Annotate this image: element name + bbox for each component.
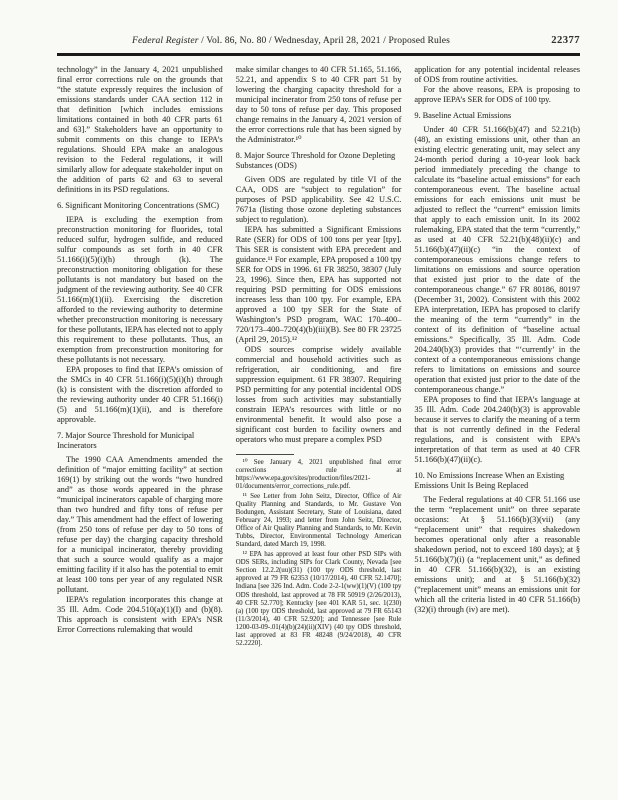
footnote: ¹² EPA has approved at least four other PSD SIPs with ODS SERs, including SIPs for Clark County, Nevada [see Section 12.2.2(uu)(31) (100 tpy ODS threshold, last approved at 79 FR 62353 (10/17/2014), 40 CFR 52.1470]; Indiana [see 326 Ind. Adm. Code 2-2-1(ww)(1)(V) (100 tpy ODS threshold, last approved at 78 FR 50919 (2/26/2013), 40 CFR 52.770]; Kentucky [see 401 KAR 51, sec. 1(230)(a) (100 tpy ODS threshold, last approved at 79 FR 65143 (11/3/2014), 40 CFR 52.920]; and Tennessee [see Rule 1200-03-09-.01(4)(b)(24)(ii)(XIV) (40 tpy ODS threshold, last approved at 83 FR 48248 (9/24/2018), 40 CFR 52.2220]. [235,551,402,648]
running-head [57,36,580,50]
section-heading: 8. Major Source Threshold for Ozone Depleting Substances (ODS) [235,151,396,170]
footnote: ¹¹ See Letter from John Seitz, Director, Office of Air Quality Planning and Standards, to Mr. Gustave Von Bodungen, Assistant Secretary, State of Louisiana, dated February 24, 1993; and letter from John Seitz, Director, Office of Air Quality Planning and Standards, to Mr. Kevin Tubbs, Director, Environmental Technology American Standard, dated March 19, 1998. [235,492,402,549]
text-columns [57,65,580,800]
section-heading: 7. Major Source Threshold for Municipal Incinerators [57,431,195,450]
paragraph: IEPA is excluding the exemption from preconstruction monitoring for fluorides, total reduced sulfur, hydrogen sulfide, and reduced sulfur compounds as set forth in 40 CFR 51.166(i)(5)(i)(h) through (k). The preconstruction monitoring obligation for these pollutants is not mandatory but based on the judgment of the reviewing authority. See 40 CFR 51.166(m)(1)(ii). Exercising the discretion afforded to the reviewing authority to determine whether preconstruction monitoring is necessary for these pollutants, IEPA has elected not to apply this requirement to these pollutants. Thus, an exemption from preconstruction monitoring for these pollutants is not necessary. [57,215,223,364]
folio-line [57,36,525,46]
issue-info: / Vol. 86, No. 80 / Wednesday, April 28, 2021 / Proposed Rules [198,36,450,46]
text-column-3 [414,65,580,800]
paragraph: EPA proposes to find that IEPA’s omission of the SMCs in 40 CFR 51.166(i)(5)(i)(h) through (k) is consistent with the discretion afforded to the reviewing authority under 40 CFR 51.166(i)(5) and 51.166(m)(1)(ii), and is therefore approvable. [57,365,223,424]
text-column-1 [57,65,223,800]
paragraph: make similar changes to 40 CFR 51.165, 51.166, 52.21, and appendix S to 40 CFR part 51 by lowering the charging capacity threshold for a municipal incinerator from 250 tons of refuse per day to 50 tons of refuse per day. This proposed change remains in the January 4, 2021 version of the error corrections rule that has been signed by the Administrator.¹⁰ [235,65,402,144]
section-heading: 10. No Emissions Increase When an Existing Emissions Unit Is Being Replaced [414,471,565,490]
paragraph: IEPA has submitted a Significant Emissions Rate (SER) for ODS of 100 tons per year [tpy]. This SER is consistent with EPA precedent and guidance.¹¹ For example, EPA proposed a 100 tpy SER for ODS in 1996. 61 FR 38250, 38307 (July 23, 1996). Since then, EPA has supported not requiring PSD permitting for ODS emissions increases less than 100 tpy. For example, EPA approved a 100 tpy SER for the State of Washington’s PSD program, WAC 170–400–720/173–400–720(4)(b)(iii)(B). See 80 FR 23725 (April 29, 2015).¹² [235,225,402,344]
paragraph: The 1990 CAA Amendments amended the definition of “major emitting facility” at section 169(1) by striking out the words “two hundred and” as those words appeared in the phrase “municipal incinerators capable of charging more than two hundred and fifty tons of refuse per day.” This amendment had the effect of lowering (from 250 tons of refuse per day to 50 tons of refuse per day) the charging capacity threshold for a municipal incinerator, thereby providing that such a source would qualify as a major emitting facility if it also has the potential to emit at least 100 tons per year of any regulated NSR pollutant. [57,455,223,594]
section-heading: 9. Baseline Actual Emissions [414,111,512,120]
paragraph: IEPA’s regulation incorporates this change at 35 Ill. Adm. Code 204.510(a)(1)(I) and (b)(8). This approach is consistent with EPA’s NSR Error Corrections rulemaking that would [57,595,223,634]
paragraph: For the above reasons, EPA is proposing to approve IEPA’s SER for ODS of 100 tpy. [414,85,581,104]
page-number: 22377 [551,35,580,46]
paragraph: EPA proposes to find that IEPA’s language at 35 Ill. Adm. Code 204.240(b)(3) is approvable because it serves to clarify the meaning of a term that is not currently defined in the Federal regulations, and is consistent with EPA’s interpretation of that term as used at 40 CFR 51.166(b)(47)(ii)(c). [414,395,581,464]
paragraph: Under 40 CFR 51.166(b)(47) and 52.21(b)(48), an existing emissions unit, other than an existing electric generating unit, may select any 24-month period during a 10-year look back period immediately preceding the change to calculate its “baseline actual emissions” for each contemporaneous event. The baseline actual emissions for each emissions unit must be adjusted to reflect the “current” emission limits that apply to each emission unit. In its 2002 rulemaking, EPA stated that the term “currently,” as used at 40 CFR 52.21(b)(48)(ii)(c) and 51.166(b)(47)(ii)(c) “in the context of contemporaneous emissions change refers to limitations on emissions and source operation that existed just prior to the date of the contemporaneous change.” 67 FR 80186, 80197 (December 31, 2002). Consistent with this 2002 EPA interpretation, IEPA has proposed to clarify the meaning of the term “currently” in the context of its definition of “baseline actual emissions.” Specifically, 35 Ill. Adm. Code 204.240(b)(3) provides that “‘currently’ in the context of a contemporaneous emissions change refers to limitations on emissions and source operation that existed just prior to the date of the contemporaneous change.” [414,125,581,394]
paragraph: The Federal regulations at 40 CFR 51.166 use the term “replacement unit” on three separate occasions: At § 51.166(b)(3)(vii) (any “replacement unit” that requires shakedown becomes operational only after a reasonable shakedown period, not to exceed 180 days); at § 51.166(b)(7)(i) (a “replacement unit,” as defined in 40 CFR 51.166(b)(32), is an existing emissions unit); and at § 51.166(b)(32) (“replacement unit” means an emissions unit for which all the criteria listed in 40 CFR 51.166(b)(32)(i) through (iv) are met). [414,495,581,614]
section-heading: 6. Significant Monitoring Concentrations (SMC) [57,201,220,210]
paragraph: technology” in the January 4, 2021 unpublished final error corrections rule on the grounds that “the statute expressly requires the inclusion of emissions standards under CAA section 112 in that definition [which includes emissions limitations contained in both 40 CFR parts 61 and 63].” Stakeholders have an opportunity to submit comments on this change to IEPA’s regulations. Should EPA make an analogous revision to the Federal regulations, it will similarly allow for adequate stakeholder input on the addition of parts 62 and 63 to several definitions in its PSD regulations. [57,65,223,194]
paragraph: application for any potential incidental releases of ODS from routine activities. [414,65,581,84]
paragraph: Given ODS are regulated by title VI of the CAA, ODS are “subject to regulation” for purposes of PSD applicability. See 42 U.S.C. 7671a (listing those ozone depleting substances subject to regulation). [235,175,402,224]
header-rule [57,53,580,56]
text-column-2 [236,65,402,800]
footnote: ¹⁰ See January 4, 2021 unpublished final error corrections rule at https://www.epa.gov/sites/production/files/2021-01/documents/error_corrections_rule.pdf. [235,459,402,491]
footnote-separator [236,454,294,455]
paragraph: ODS sources comprise widely available commercial and household activities such as refrigeration, air conditioning, and fire suppression equipment. 61 FR 38307. Requiring PSD permitting for any potential incidental ODS losses from such activities may substantially constrain IEPA’s resources with little or no environmental benefit. It would also pose a significant cost burden to facility owners and operators who must prepare a complex PSD [235,345,402,444]
journal-title: Federal Register [132,36,199,46]
